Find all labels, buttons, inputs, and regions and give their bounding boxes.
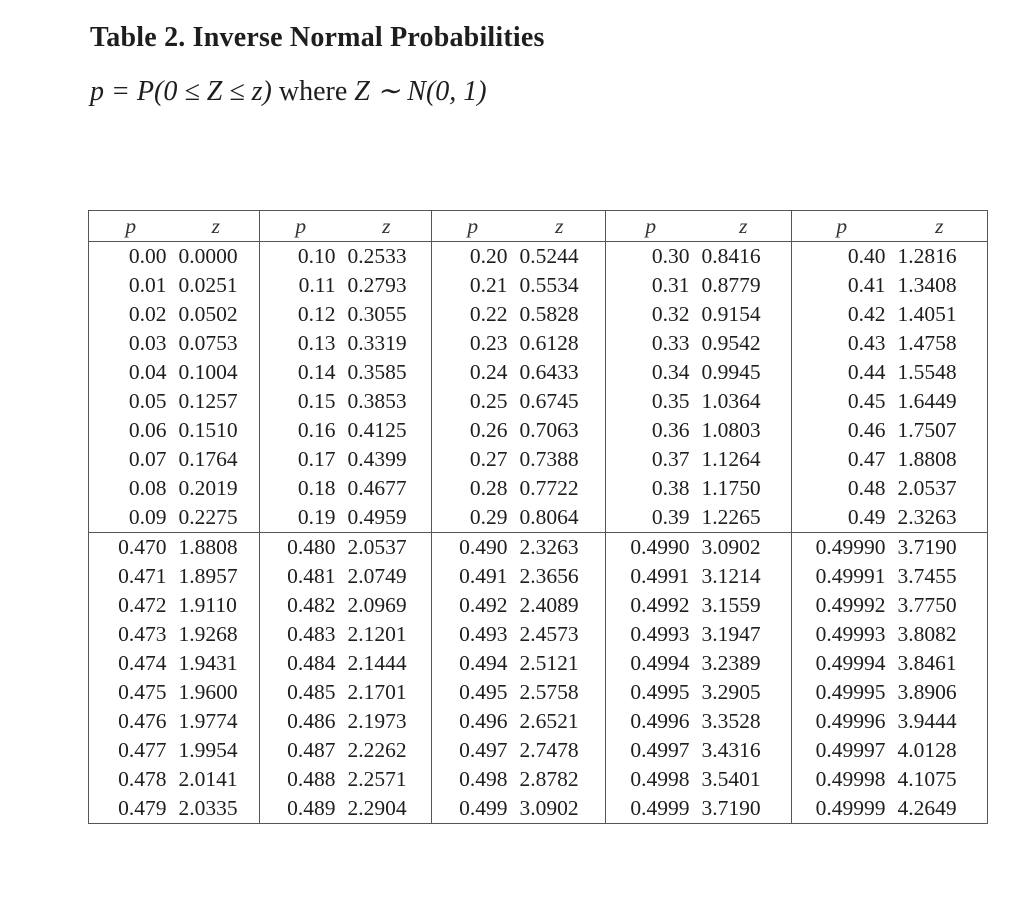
p-value-cell: 0.05: [128, 389, 167, 413]
z-value-cell: 1.1750: [701, 476, 761, 500]
z-value-cell: 3.8906: [897, 680, 957, 704]
z-value-cell: 2.4573: [519, 622, 579, 646]
p-value-cell: 0.482: [260, 591, 342, 620]
z-value-cell: 2.0969: [347, 593, 407, 617]
p-value-cell: 0.33: [606, 329, 696, 358]
z-value-cell: 2.0537: [897, 476, 957, 500]
z-value-cell: 1.5548: [897, 360, 957, 384]
p-value-cell: 0.478: [118, 767, 167, 791]
z-value-cell: 2.0537: [342, 533, 432, 563]
z-value-cell: 0.4125: [347, 418, 407, 442]
z-value-cell: 0.8064: [519, 505, 579, 529]
p-value-cell: 0.496: [432, 707, 514, 736]
p-value-cell: 0.17: [260, 445, 342, 474]
z-value-cell: 1.9954: [178, 738, 238, 762]
p-value-cell: 0.481: [260, 562, 342, 591]
z-value-cell: 0.9542: [701, 331, 761, 355]
z-value-cell: 4.2649: [897, 796, 957, 820]
z-value-cell: 3.3528: [701, 709, 761, 733]
header-p: p: [606, 211, 696, 242]
p-value-cell: 0.4999: [606, 794, 696, 824]
p-value-cell: 0.494: [432, 649, 514, 678]
z-value-cell: 2.3263: [897, 505, 957, 529]
p-value-cell: 0.24: [432, 358, 514, 387]
z-value-cell: 1.6449: [897, 389, 957, 413]
p-value-cell: 0.47: [792, 445, 892, 474]
z-value-cell: 2.0141: [178, 767, 238, 791]
z-value-cell: 1.9268: [178, 622, 238, 646]
z-value-cell: 2.2904: [347, 796, 407, 820]
table-row: [89, 329, 988, 358]
table-row: [89, 591, 988, 620]
p-value-cell: 0.39: [606, 503, 696, 533]
p-value-cell: 0.21: [432, 271, 514, 300]
p-value-cell: 0.41: [792, 271, 892, 300]
p-value-cell: 0.489: [260, 794, 342, 824]
z-value-cell: 1.3408: [897, 273, 957, 297]
z-value-cell: 0.2275: [178, 505, 238, 529]
p-value-cell: 0.488: [260, 765, 342, 794]
table-row: [89, 736, 988, 765]
z-value-cell: 2.1444: [347, 651, 407, 675]
z-value-cell: 3.2389: [701, 651, 761, 675]
z-value-cell: 0.5534: [519, 273, 579, 297]
z-value-cell: 0.4399: [347, 447, 407, 471]
p-value-cell: 0.06: [128, 418, 167, 442]
z-value-cell: 1.8808: [897, 447, 957, 471]
p-value-cell: 0.49997: [792, 736, 892, 765]
z-value-cell: 0.0000: [178, 244, 238, 268]
p-value-cell: 0.492: [432, 591, 514, 620]
p-value-cell: 0.49998: [792, 765, 892, 794]
z-value-cell: 3.8461: [897, 651, 957, 675]
p-value-cell: 0.475: [118, 680, 167, 704]
z-value-cell: 1.0803: [701, 418, 761, 442]
p-value-cell: 0.4994: [606, 649, 696, 678]
p-value-cell: 0.20: [432, 242, 514, 272]
z-value-cell: 4.1075: [897, 767, 957, 791]
z-value-cell: 3.0902: [519, 796, 579, 820]
z-value-cell: 0.6433: [519, 360, 579, 384]
p-value-cell: 0.499: [432, 794, 514, 824]
z-value-cell: 1.7507: [897, 418, 957, 442]
page-title: Table 2. Inverse Normal Probabilities: [90, 22, 545, 53]
z-value-cell: 2.4089: [519, 593, 579, 617]
p-value-cell: 0.49994: [792, 649, 892, 678]
z-value-cell: 0.3853: [347, 389, 407, 413]
header-z: z: [211, 214, 220, 238]
p-value-cell: 0.4992: [606, 591, 696, 620]
header-z: z: [382, 214, 391, 238]
subtitle-formula: p = P(0 ≤ Z ≤ z): [90, 76, 272, 107]
z-value-cell: 3.1559: [701, 593, 761, 617]
p-value-cell: 0.36: [606, 416, 696, 445]
p-value-cell: 0.43: [792, 329, 892, 358]
z-value-cell: 1.2816: [897, 244, 957, 268]
p-value-cell: 0.28: [432, 474, 514, 503]
p-value-cell: 0.00: [128, 244, 167, 268]
z-value-cell: 3.7455: [897, 564, 957, 588]
z-value-cell: 2.7478: [519, 738, 579, 762]
p-value-cell: 0.470: [89, 533, 173, 563]
table-row: [89, 474, 988, 503]
p-value-cell: 0.477: [118, 738, 167, 762]
z-value-cell: 3.1214: [701, 564, 761, 588]
table-row: [89, 649, 988, 678]
p-value-cell: 0.03: [128, 331, 167, 355]
p-value-cell: 0.485: [260, 678, 342, 707]
p-value-cell: 0.29: [432, 503, 514, 533]
p-value-cell: 0.491: [432, 562, 514, 591]
table-row: [89, 765, 988, 794]
z-value-cell: 1.2265: [701, 505, 761, 529]
p-value-cell: 0.48: [792, 474, 892, 503]
p-value-cell: 0.07: [128, 447, 167, 471]
p-value-cell: 0.49991: [792, 562, 892, 591]
z-value-cell: 0.1764: [178, 447, 238, 471]
p-value-cell: 0.37: [606, 445, 696, 474]
z-value-cell: 2.3656: [519, 564, 579, 588]
p-value-cell: 0.34: [606, 358, 696, 387]
z-value-cell: 3.9444: [897, 709, 957, 733]
z-value-cell: 1.0364: [701, 389, 761, 413]
header-p: p: [125, 214, 137, 238]
z-value-cell: 0.8779: [701, 273, 761, 297]
table-row: [89, 794, 988, 824]
z-value-cell: 2.3263: [514, 533, 606, 563]
z-value-cell: 2.2571: [347, 767, 407, 791]
subtitle-distribution: Z ∼ N(0, 1): [354, 76, 487, 107]
z-value-cell: 1.9110: [178, 593, 237, 617]
p-value-cell: 0.45: [792, 387, 892, 416]
z-value-cell: 1.4051: [897, 302, 957, 326]
z-value-cell: 2.6521: [519, 709, 579, 733]
z-value-cell: 1.4758: [897, 331, 957, 355]
z-value-cell: 0.3055: [347, 302, 407, 326]
p-value-cell: 0.19: [260, 503, 342, 533]
z-value-cell: 0.1510: [178, 418, 238, 442]
p-value-cell: 0.498: [432, 765, 514, 794]
p-value-cell: 0.22: [432, 300, 514, 329]
table-row: [89, 387, 988, 416]
inverse-normal-table: [88, 210, 988, 824]
table-row: [89, 271, 988, 300]
p-value-cell: 0.27: [432, 445, 514, 474]
z-value-cell: 2.0749: [347, 564, 407, 588]
table-row: [89, 416, 988, 445]
subtitle: [90, 74, 487, 108]
z-value-cell: 3.2905: [701, 680, 761, 704]
z-value-cell: 0.4677: [347, 476, 407, 500]
z-value-cell: 1.9774: [178, 709, 238, 733]
p-value-cell: 0.32: [606, 300, 696, 329]
p-value-cell: 0.01: [128, 273, 167, 297]
p-value-cell: 0.23: [432, 329, 514, 358]
subtitle-connector: where: [278, 76, 348, 107]
z-value-cell: 0.6745: [519, 389, 579, 413]
z-value-cell: 0.4959: [347, 505, 407, 529]
z-value-cell: 1.9431: [178, 651, 238, 675]
p-value-cell: 0.487: [260, 736, 342, 765]
z-value-cell: 3.7750: [897, 593, 957, 617]
z-value-cell: 2.5121: [519, 651, 579, 675]
table-row: [89, 620, 988, 649]
p-value-cell: 0.31: [606, 271, 696, 300]
z-value-cell: 0.2793: [347, 273, 407, 297]
z-value-cell: 0.2019: [178, 476, 238, 500]
p-value-cell: 0.486: [260, 707, 342, 736]
table-row: [89, 358, 988, 387]
header-p: p: [432, 211, 514, 242]
z-value-cell: 0.0753: [178, 331, 238, 355]
z-value-cell: 0.2533: [347, 244, 407, 268]
p-value-cell: 0.4993: [606, 620, 696, 649]
z-value-cell: 2.0335: [178, 796, 238, 820]
p-value-cell: 0.483: [260, 620, 342, 649]
p-value-cell: 0.472: [118, 593, 167, 617]
p-value-cell: 0.26: [432, 416, 514, 445]
p-value-cell: 0.40: [792, 242, 892, 272]
p-value-cell: 0.25: [432, 387, 514, 416]
z-value-cell: 1.9600: [178, 680, 238, 704]
p-value-cell: 0.16: [260, 416, 342, 445]
p-value-cell: 0.4995: [606, 678, 696, 707]
p-value-cell: 0.11: [260, 271, 342, 300]
p-value-cell: 0.02: [128, 302, 167, 326]
header-z: z: [935, 214, 944, 238]
p-value-cell: 0.490: [432, 533, 514, 563]
z-value-cell: 3.4316: [701, 738, 761, 762]
p-value-cell: 0.480: [260, 533, 342, 563]
z-value-cell: 0.0502: [178, 302, 238, 326]
z-value-cell: 2.1201: [347, 622, 407, 646]
z-value-cell: 0.5244: [519, 244, 579, 268]
z-value-cell: 0.3319: [347, 331, 407, 355]
z-value-cell: 2.1701: [347, 680, 407, 704]
z-value-cell: 0.7063: [519, 418, 579, 442]
z-value-cell: 3.7190: [701, 796, 761, 820]
p-value-cell: 0.49990: [792, 533, 892, 563]
header-z: z: [739, 214, 748, 238]
p-value-cell: 0.49: [792, 503, 892, 533]
p-value-cell: 0.497: [432, 736, 514, 765]
table-header-row: [89, 211, 988, 242]
p-value-cell: 0.495: [432, 678, 514, 707]
p-value-cell: 0.12: [260, 300, 342, 329]
table-row: [89, 562, 988, 591]
p-value-cell: 0.09: [128, 505, 167, 529]
table-row: [89, 707, 988, 736]
z-value-cell: 3.1947: [701, 622, 761, 646]
p-value-cell: 0.18: [260, 474, 342, 503]
z-value-cell: 3.5401: [701, 767, 761, 791]
p-value-cell: 0.10: [260, 242, 342, 272]
p-value-cell: 0.13: [260, 329, 342, 358]
p-value-cell: 0.30: [606, 242, 696, 272]
z-value-cell: 0.5828: [519, 302, 579, 326]
z-value-cell: 0.9945: [701, 360, 761, 384]
p-value-cell: 0.471: [118, 564, 167, 588]
header-z: z: [555, 214, 564, 238]
p-value-cell: 0.4991: [606, 562, 696, 591]
p-value-cell: 0.4997: [606, 736, 696, 765]
p-value-cell: 0.479: [118, 796, 167, 820]
p-value-cell: 0.49995: [792, 678, 892, 707]
p-value-cell: 0.4998: [606, 765, 696, 794]
z-value-cell: 0.1257: [178, 389, 238, 413]
z-value-cell: 0.8416: [701, 244, 761, 268]
p-value-cell: 0.49999: [792, 794, 892, 824]
z-value-cell: 0.1004: [178, 360, 238, 384]
p-value-cell: 0.49996: [792, 707, 892, 736]
p-value-cell: 0.35: [606, 387, 696, 416]
z-value-cell: 0.0251: [178, 273, 238, 297]
p-value-cell: 0.46: [792, 416, 892, 445]
table-row: [89, 445, 988, 474]
z-value-cell: 1.1264: [701, 447, 761, 471]
table-row: [89, 533, 988, 563]
table-row: [89, 242, 988, 272]
header-p: p: [792, 211, 892, 242]
table-row: [89, 300, 988, 329]
z-value-cell: 0.6128: [519, 331, 579, 355]
z-value-cell: 1.8808: [173, 533, 260, 563]
p-value-cell: 0.493: [432, 620, 514, 649]
p-value-cell: 0.38: [606, 474, 696, 503]
z-value-cell: 2.1973: [347, 709, 407, 733]
p-value-cell: 0.42: [792, 300, 892, 329]
z-value-cell: 3.8082: [897, 622, 957, 646]
p-value-cell: 0.08: [128, 476, 167, 500]
p-value-cell: 0.49993: [792, 620, 892, 649]
p-value-cell: 0.49992: [792, 591, 892, 620]
z-value-cell: 1.8957: [178, 564, 238, 588]
p-value-cell: 0.484: [260, 649, 342, 678]
z-value-cell: 2.8782: [519, 767, 579, 791]
z-value-cell: 2.5758: [519, 680, 579, 704]
z-value-cell: 3.0902: [696, 533, 792, 563]
p-value-cell: 0.474: [118, 651, 167, 675]
p-value-cell: 0.15: [260, 387, 342, 416]
z-value-cell: 0.7388: [519, 447, 579, 471]
z-value-cell: 4.0128: [897, 738, 957, 762]
z-value-cell: 0.9154: [701, 302, 761, 326]
p-value-cell: 0.4990: [606, 533, 696, 563]
table-row: [89, 503, 988, 533]
z-value-cell: 0.7722: [519, 476, 579, 500]
z-value-cell: 0.3585: [347, 360, 407, 384]
p-value-cell: 0.14: [260, 358, 342, 387]
p-value-cell: 0.4996: [606, 707, 696, 736]
p-value-cell: 0.04: [128, 360, 167, 384]
table-row: [89, 678, 988, 707]
z-value-cell: 2.2262: [347, 738, 407, 762]
header-p: p: [260, 211, 342, 242]
z-value-cell: 3.7190: [892, 533, 988, 563]
p-value-cell: 0.476: [118, 709, 167, 733]
p-value-cell: 0.44: [792, 358, 892, 387]
p-value-cell: 0.473: [118, 622, 167, 646]
